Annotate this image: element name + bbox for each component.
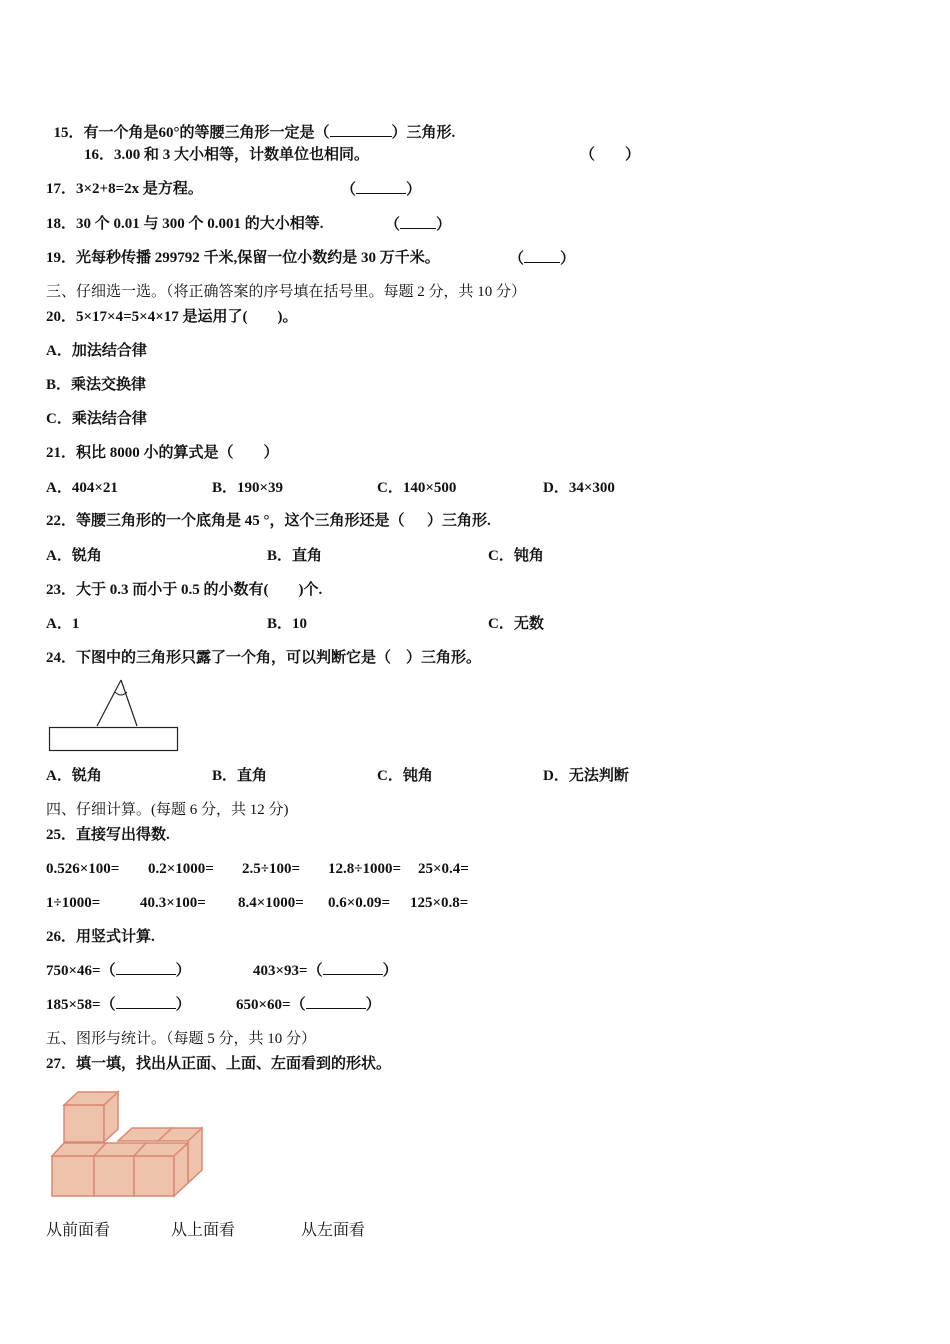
calc-item: 8.4×1000= <box>238 895 304 911</box>
cube-front-face <box>94 1156 134 1196</box>
paren-right: ） <box>436 217 452 233</box>
vertical-calc-1 <box>46 960 191 981</box>
calc-item: 2.5÷100= <box>242 861 301 877</box>
option-b[interactable]: B．乘法交换律 <box>46 377 147 393</box>
question-26-text: 26．用竖式计算. <box>46 929 155 945</box>
answer-blank[interactable] <box>116 960 176 975</box>
vertical-calc-4 <box>236 994 381 1015</box>
view-label-top: 从上面看 <box>171 1222 236 1239</box>
answer-paren[interactable] <box>341 179 421 200</box>
vertical-calc-2 <box>253 960 398 981</box>
answer-blank[interactable] <box>356 179 406 194</box>
calc-item: 0.2×1000= <box>148 861 214 877</box>
question-22-text: 22．等腰三角形的一个底角是 45 °，这个三角形还是（ ）三角形. <box>46 513 491 529</box>
calc-item: 125×0.8= <box>410 895 469 911</box>
option-b[interactable]: B．直角 <box>212 768 268 784</box>
paren-right: ） <box>382 963 398 979</box>
expr: 185×58=（ <box>46 997 116 1013</box>
option-c[interactable]: C．钝角 <box>488 548 544 564</box>
calc-item: 40.3×100= <box>140 895 206 911</box>
paren-right: ） <box>406 182 422 198</box>
option-d[interactable]: D．34×300 <box>543 480 615 496</box>
option-b[interactable]: B．10 <box>267 616 308 632</box>
option-a[interactable]: A．404×21 <box>46 480 118 496</box>
paren-right: ） <box>560 251 576 267</box>
option-a[interactable]: A．加法结合律 <box>46 343 147 359</box>
question-15 <box>46 102 455 143</box>
option-a[interactable]: A．锐角 <box>46 768 102 784</box>
question-21-text: 21．积比 8000 小的算式是（ ） <box>46 445 279 461</box>
paren-left: （ <box>385 217 401 233</box>
option-c[interactable]: C．乘法结合律 <box>46 411 147 427</box>
calc-item: 0.6×0.09= <box>328 895 391 911</box>
option-c[interactable]: C．钝角 <box>377 768 433 784</box>
paren-right: ） <box>365 997 381 1013</box>
paren-left: （ <box>341 182 357 198</box>
expr: 750×46=（ <box>46 963 116 979</box>
answer-blank[interactable] <box>306 994 366 1009</box>
question-24-text: 24．下图中的三角形只露了一个角，可以判断它是（ ）三角形。 <box>46 650 482 666</box>
option-a[interactable]: A．1 <box>46 616 80 632</box>
question-15-tail: ）三角形. <box>391 125 456 141</box>
cube-front-face <box>134 1156 174 1196</box>
cube-front-face <box>52 1156 94 1196</box>
cube-stack-figure <box>48 1086 208 1204</box>
question-23-text: 23．大于 0.3 而小于 0.5 的小数有( )个. <box>46 582 323 598</box>
answer-blank[interactable] <box>323 960 383 975</box>
section-4-heading: 四、仔细计算。(每题 6 分，共 12 分) <box>46 802 289 818</box>
answer-blank[interactable] <box>330 122 392 137</box>
answer-paren[interactable]: （ ） <box>580 147 641 163</box>
covering-rectangle <box>50 728 178 751</box>
paren-right: ） <box>175 963 191 979</box>
answer-blank[interactable] <box>400 214 436 229</box>
section-3-heading: 三、仔细选一选。（将正确答案的序号填在括号里。每题 2 分，共 10 分） <box>46 284 527 300</box>
question-25-text: 25．直接写出得数. <box>46 827 170 843</box>
answer-paren[interactable] <box>385 214 451 235</box>
paren-right: ） <box>175 997 191 1013</box>
option-c[interactable]: C．140×500 <box>377 480 457 496</box>
question-16-text: 16．3.00 和 3 大小相等，计数单位也相同。 <box>84 147 370 163</box>
answer-paren[interactable] <box>509 248 575 269</box>
question-15-text: 15．有一个角是60°的等腰三角形一定是（ <box>53 125 330 141</box>
question-17-text: 17．3×2+8=2x 是方程。 <box>46 181 203 197</box>
expr: 650×60=（ <box>236 997 306 1013</box>
question-20-text: 20．5×17×4=5×4×17 是运用了( )。 <box>46 309 298 325</box>
calc-item: 12.8÷1000= <box>328 861 402 877</box>
triangle-right-side <box>121 680 137 726</box>
cube-front-face <box>64 1105 104 1142</box>
answer-blank[interactable] <box>524 248 560 263</box>
triangle-left-side <box>97 680 121 726</box>
vertical-calc-3 <box>46 994 191 1015</box>
view-label-front: 从前面看 <box>46 1222 111 1239</box>
calc-item: 25×0.4= <box>418 861 469 877</box>
option-d[interactable]: D．无法判断 <box>543 768 629 784</box>
option-a[interactable]: A．锐角 <box>46 548 102 564</box>
calc-item: 1÷1000= <box>46 895 101 911</box>
expr: 403×93=（ <box>253 963 323 979</box>
view-label-left: 从左面看 <box>301 1222 366 1239</box>
question-18-text: 18．30 个 0.01 与 300 个 0.001 的大小相等. <box>46 216 324 232</box>
option-c[interactable]: C．无数 <box>488 616 544 632</box>
option-b[interactable]: B．直角 <box>267 548 323 564</box>
hidden-triangle-figure <box>45 676 185 756</box>
question-19-text: 19．光每秒传播 299792 千米,保留一位小数约是 30 万千米。 <box>46 250 440 266</box>
paren-left: （ <box>509 251 525 267</box>
section-5-heading: 五、图形与统计。（每题 5 分，共 10 分） <box>46 1031 317 1047</box>
answer-blank[interactable] <box>116 994 176 1009</box>
option-b[interactable]: B．190×39 <box>212 480 284 496</box>
calc-item: 0.526×100= <box>46 861 120 877</box>
question-27-text: 27．填一填，找出从正面、上面、左面看到的形状。 <box>46 1056 392 1072</box>
